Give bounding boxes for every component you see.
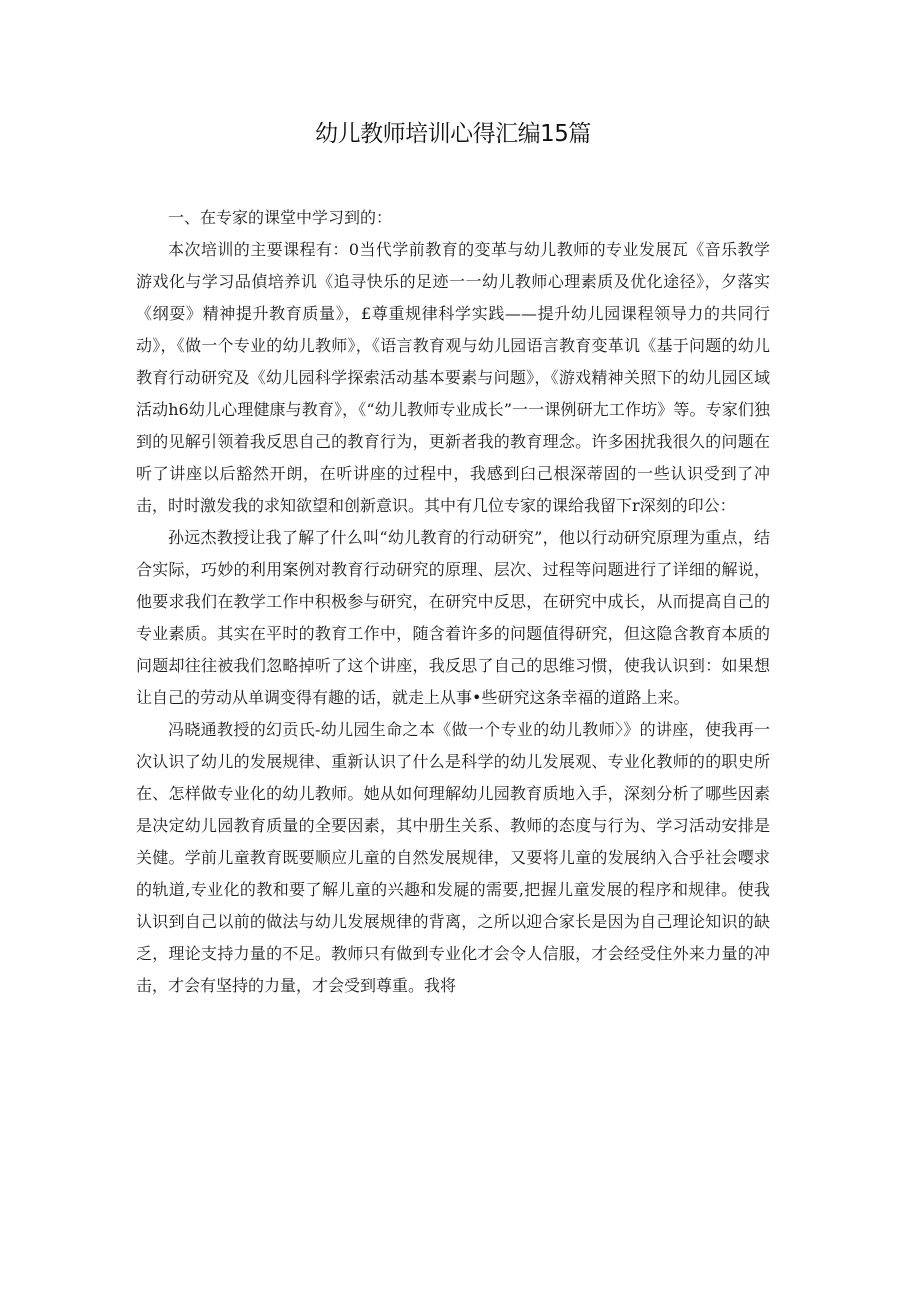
paragraph-course-list: 本次培训的主要课程有：0当代学前教育的变革与幼儿教师的专业发展瓦《音乐教学游戏化与学习品偵培养讥《追寻快乐的足迹一一幼儿教师心理素质及优化途径》，夕落实《纲耍》精神提升教育质量》，£尊重规律科学实践——提升幼儿园课程领导力的共同行动》，《做一个专业的幼儿教师》，《语言教育观与幼儿园语言教育变革讥《基于问题的幼儿教育行动研究及《幼儿园科学探索活动基本要素与问题》，《游戏精神关照下的幼儿园区域活动h6幼儿心理健康与教育》，《“幼儿教师专业成长”一一课例研尢工作坊》等。专家们独到的见解引领着我反思自己的教育行为，更新者我的教育理念。许多困扰我很久的问题在听了讲座以后豁然开朗，在听讲座的过程中，我感到臼己根深蒂固的一些认识受到了冲击，时时激发我的求知欲望和创新意识。其中有几位专家的课给我留下r深刻的印公： xyxy=(136,240,770,515)
document-page xyxy=(136,118,770,1002)
paragraph-sun-yuanjie: 孙远杰教授让我了解了什么叫“幼儿教育的行动研究”，他以行动研究原理为重点，结合实际，巧妙的利用案例对教育行动研究的原理、层次、过程等问题进行了详细的解说，他要求我们在教学工作中积极参与研究，在研究中反思，在研究中成长，从而提高自己的专业素质。其实在平时的教育工作中，随含着许多的问题值得研究，但这隐含教育本质的问题却往往被我们忽略掉听了这个讲座，我反思了自己的思维习惯，使我认识到：如果想让自己的劳动从单调变得有趣的话，就走上从事•些研究这条幸福的道路上来。 xyxy=(136,528,770,707)
paragraph-feng-xiaotong: 冯晓通教授的幻贡氏-幼儿园生命之本《做一个专业的幼儿教师〉》的讲座，使我再一次认识了幼儿的发展规律、重新认识了什么是科学的幼儿发展观、专业化教师的的职史所在、怎样做专业化的幼儿教师。她从如何理解幼儿园教育质地入手，深刻分析了哪些因素是决定幼儿园教育质量的全要因素，其中册生关系、教师的态度与行为、学习活动安排是关健。学前儿童教育既要顺应儿童的自然发展规律，又要将儿童的发展纳入合乎社会嘤求的轨道,专业化的教和要了解儿童的兴趣和发屣的需要,把握儿童发展的程序和规律。使我认识到自己以前的做法与幼儿发展规律的背离，之所以迎合家长是因为自己理论知识的缺乏，理论支持力量的不足。教师只有做到专业化才会令人信服，才会经受住外来力量的冲击，才会有坚持的力量，才会受到尊重。我将 xyxy=(136,720,770,995)
document-title: 幼儿教师培训心得汇编15篇 xyxy=(315,121,591,147)
section-heading: 一、在专家的课堂中学习到的： xyxy=(168,208,393,227)
